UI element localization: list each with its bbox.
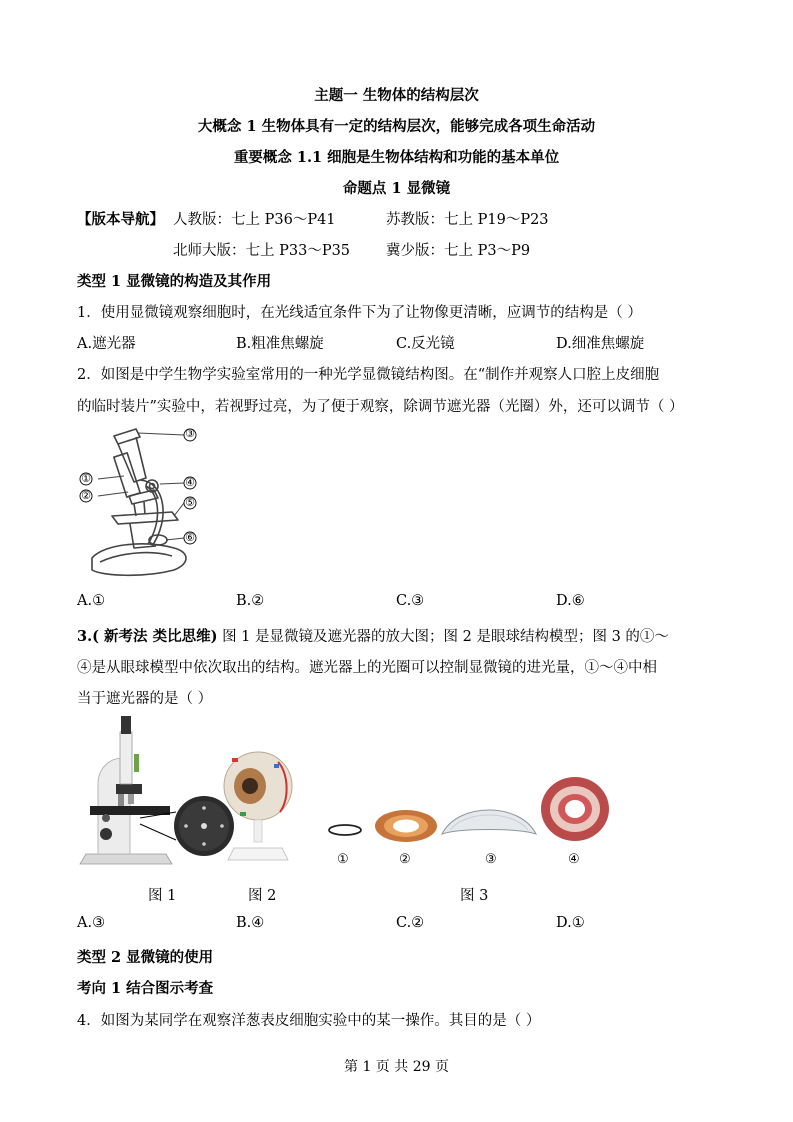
q1-option-b: B.粗准焦螺旋 xyxy=(236,336,324,352)
eye-part-3-cornea xyxy=(438,798,540,842)
version-sujiao: 苏教版：七上 P19～P23 xyxy=(386,212,549,228)
version-renjiao: 人教版：七上 P36～P41 xyxy=(173,212,336,228)
q2-stem-line1: 2．如图是中学生物学实验室常用的一种光学显微镜结构图。在“制作并观察人口腔上皮细胞 xyxy=(77,367,660,383)
version-jishao: 冀少版：七上 P3～P9 xyxy=(386,243,531,259)
q3-part-label-4: ④ xyxy=(568,852,580,867)
q2-label-2: ② xyxy=(81,489,91,502)
proposition-title: 命题点 1 显微镜 xyxy=(342,180,451,197)
q3-stem-line3: 当于遮光器的是（ ） xyxy=(77,691,213,707)
q3-option-d: D.① xyxy=(556,915,585,931)
eye-part-4-sclera xyxy=(538,774,612,844)
q3-option-c: C.② xyxy=(396,915,425,931)
type2-heading: 类型 2 显微镜的使用 xyxy=(77,949,214,966)
q2-option-d: D.⑥ xyxy=(556,593,585,609)
q2-label-6: ⑥ xyxy=(185,531,195,544)
q4-stem: 4．如图为某同学在观察洋葱表皮细胞实验中的某一操作。其目的是（ ） xyxy=(77,1013,541,1029)
q2-label-4: ④ xyxy=(185,476,195,489)
theme-title: 主题一 生物体的结构层次 xyxy=(314,87,479,104)
type1-heading: 类型 1 显微镜的构造及其作用 xyxy=(77,273,272,290)
page-footer: 第 1 页 共 29 页 xyxy=(344,1059,449,1075)
q2-label-5: ⑤ xyxy=(185,496,195,509)
eye-part-1-ring xyxy=(326,822,364,838)
q3-fig2-caption: 图 2 xyxy=(248,888,277,904)
q2-label-3: ③ xyxy=(185,427,195,440)
q2-stem-line2: 的临时装片”实验中，若视野过亮，为了便于观察，除调节遮光器（光圈）外，还可以调节（ ） xyxy=(77,399,684,415)
q3-stem-rest: 图 1 是显微镜及遮光器的放大图；图 2 是眼球结构模型；图 3 的①～ xyxy=(217,629,669,645)
q3-option-a: A.③ xyxy=(77,915,106,931)
direction1-heading: 考向 1 结合图示考查 xyxy=(77,980,214,997)
q2-option-c: C.③ xyxy=(396,593,425,609)
q3-part-label-1: ① xyxy=(337,852,349,867)
q2-option-a: A.① xyxy=(77,593,106,609)
q2-label-1: ① xyxy=(81,472,91,485)
q3-part-label-2: ② xyxy=(399,852,411,867)
version-nav-label: 【版本导航】 xyxy=(77,211,164,228)
important-concept-title: 重要概念 1.1 细胞是生物体结构和功能的基本单位 xyxy=(233,149,560,166)
q3-fig3-caption: 图 3 xyxy=(460,888,489,904)
q1-option-a: A.遮光器 xyxy=(77,336,136,352)
q2-option-b: B.② xyxy=(236,593,265,609)
version-beishida: 北师大版：七上 P33～P35 xyxy=(173,243,351,259)
eyeball-model xyxy=(218,748,298,868)
q3-fig1-caption: 图 1 xyxy=(148,888,177,904)
big-concept-title: 大概念 1 生物体具有一定的结构层次，能够完成各项生命活动 xyxy=(197,118,596,135)
q3-stem-line1 xyxy=(77,625,669,646)
q1-option-c: C.反光镜 xyxy=(396,336,455,352)
q1-option-d: D.细准焦螺旋 xyxy=(556,336,645,352)
q3-tag: 3.( 新考法 类比思维) xyxy=(77,628,218,645)
q3-stem-line2: ④是从眼球模型中依次取出的结构。遮光器上的光圈可以控制显微镜的进光量，①～④中相 xyxy=(77,660,657,676)
eye-part-2-iris xyxy=(372,806,440,846)
q1-stem: 1．使用显微镜观察细胞时，在光线适宜条件下为了让物像更清晰，应调节的结构是（ ） xyxy=(77,305,642,321)
q3-option-b: B.④ xyxy=(236,915,265,931)
q3-part-label-3: ③ xyxy=(485,852,497,867)
